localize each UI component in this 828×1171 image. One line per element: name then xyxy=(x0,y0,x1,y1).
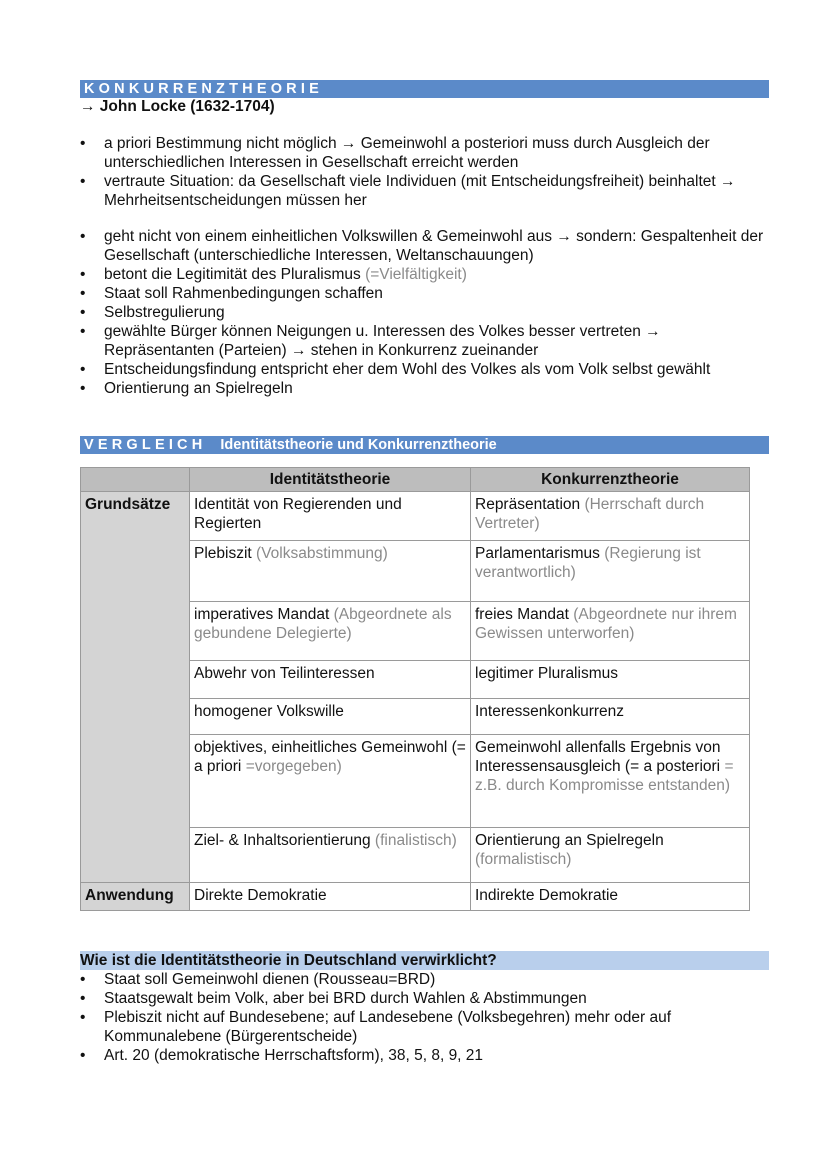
section-title-deutschland: Wie ist die Identitätstheorie in Deutschland verwirklicht? xyxy=(80,951,769,970)
list-item: • Staatsgewalt beim Volk, aber bei BRD durch Wahlen & Abstimmungen xyxy=(80,989,769,1008)
table-cell: Direkte Demokratie xyxy=(190,883,471,911)
bullet-list-c xyxy=(80,970,769,1065)
list-item: • Plebiszit nicht auf Bundesebene; auf Landesebene (Volksbegehren) mehr oder auf Kommunalebene (Bürgerentscheide) xyxy=(80,1008,769,1046)
list-item: • geht nicht von einem einheitlichen Volkswillen & Gemeinwohl aus → sondern: Gespaltenheit der Gesellschaft (unterschiedliche Interessen, Weltanschauungen) xyxy=(80,227,769,265)
column-header-identitaetstheorie: Identitätstheorie xyxy=(190,468,471,492)
list-item: • betont die Legitimität des Pluralismus (=Vielfältigkeit) xyxy=(80,265,769,284)
table-cell: legitimer Pluralismus xyxy=(471,661,750,699)
table-cell: Parlamentarismus (Regierung ist verantwortlich) xyxy=(471,541,750,602)
list-item: • Entscheidungsfindung entspricht eher dem Wohl des Volkes als vom Volk selbst gewählt xyxy=(80,360,769,379)
comparison-table xyxy=(80,467,750,911)
list-item: • Art. 20 (demokratische Herrschaftsform), 38, 5, 8, 9, 21 xyxy=(80,1046,769,1065)
table-cell: Plebiszit (Volksabstimmung) xyxy=(190,541,471,602)
table-header-row xyxy=(81,468,750,492)
table-cell: Gemeinwohl allenfalls Ergebnis von Interessensausgleich (= a posteriori = z.B. durch Kompromisse entstanden) xyxy=(471,735,750,828)
list-item: • Staat soll Rahmenbedingungen schaffen xyxy=(80,284,769,303)
list-item: • a priori Bestimmung nicht möglich → Gemeinwohl a posteriori muss durch Ausgleich der unterschiedlichen Interessen in Gesellschaft erreicht werden xyxy=(80,134,769,172)
table-cell: imperatives Mandat (Abgeordnete als gebundene Delegierte) xyxy=(190,602,471,661)
table-cell: objektives, einheitliches Gemeinwohl (= a priori =vorgegeben) xyxy=(190,735,471,828)
table-row xyxy=(81,883,750,911)
column-header-konkurrenztheorie: Konkurrenztheorie xyxy=(471,468,750,492)
bullet-list-a xyxy=(80,134,769,210)
row-label-grundsaetze: Grundsätze xyxy=(81,492,190,883)
table-cell: Identität von Regierenden und Regierten xyxy=(190,492,471,541)
table-cell: homogener Volkswille xyxy=(190,699,471,735)
list-item: • Selbstregulierung xyxy=(80,303,769,322)
list-item: • Staat soll Gemeinwohl dienen (Rousseau=BRD) xyxy=(80,970,769,989)
table-cell: Ziel- & Inhaltsorientierung (finalistisch) xyxy=(190,828,471,883)
list-item: • gewählte Bürger können Neigungen u. Interessen des Volkes besser vertreten → Repräsentanten (Parteien) → stehen in Konkurrenz zueinander xyxy=(80,322,769,360)
table-cell: Indirekte Demokratie xyxy=(471,883,750,911)
document-page xyxy=(80,80,769,1065)
list-item: • vertraute Situation: da Gesellschaft viele Individuen (mit Entscheidungsfreiheit) beinhaltet → Mehrheitsentscheidungen müssen her xyxy=(80,172,769,210)
table-cell: Repräsentation (Herrschaft durch Vertreter) xyxy=(471,492,750,541)
table-cell: Orientierung an Spielregeln (formalistisch) xyxy=(471,828,750,883)
list-item: • Orientierung an Spielregeln xyxy=(80,379,769,398)
table-corner-cell xyxy=(81,468,190,492)
section-title-konkurrenztheorie: KONKURRENZTHEORIE xyxy=(80,80,769,98)
table-cell: freies Mandat (Abgeordnete nur ihrem Gewissen unterworfen) xyxy=(471,602,750,661)
table-row xyxy=(81,492,750,541)
table-cell: Interessenkonkurrenz xyxy=(471,699,750,735)
row-label-anwendung: Anwendung xyxy=(81,883,190,911)
bullet-list-b xyxy=(80,227,769,398)
author-line: → John Locke (1632-1704) xyxy=(80,98,275,115)
section-title-vergleich: VERGLEICH Identitätstheorie und Konkurrenztheorie xyxy=(80,436,769,454)
table-cell: Abwehr von Teilinteressen xyxy=(190,661,471,699)
